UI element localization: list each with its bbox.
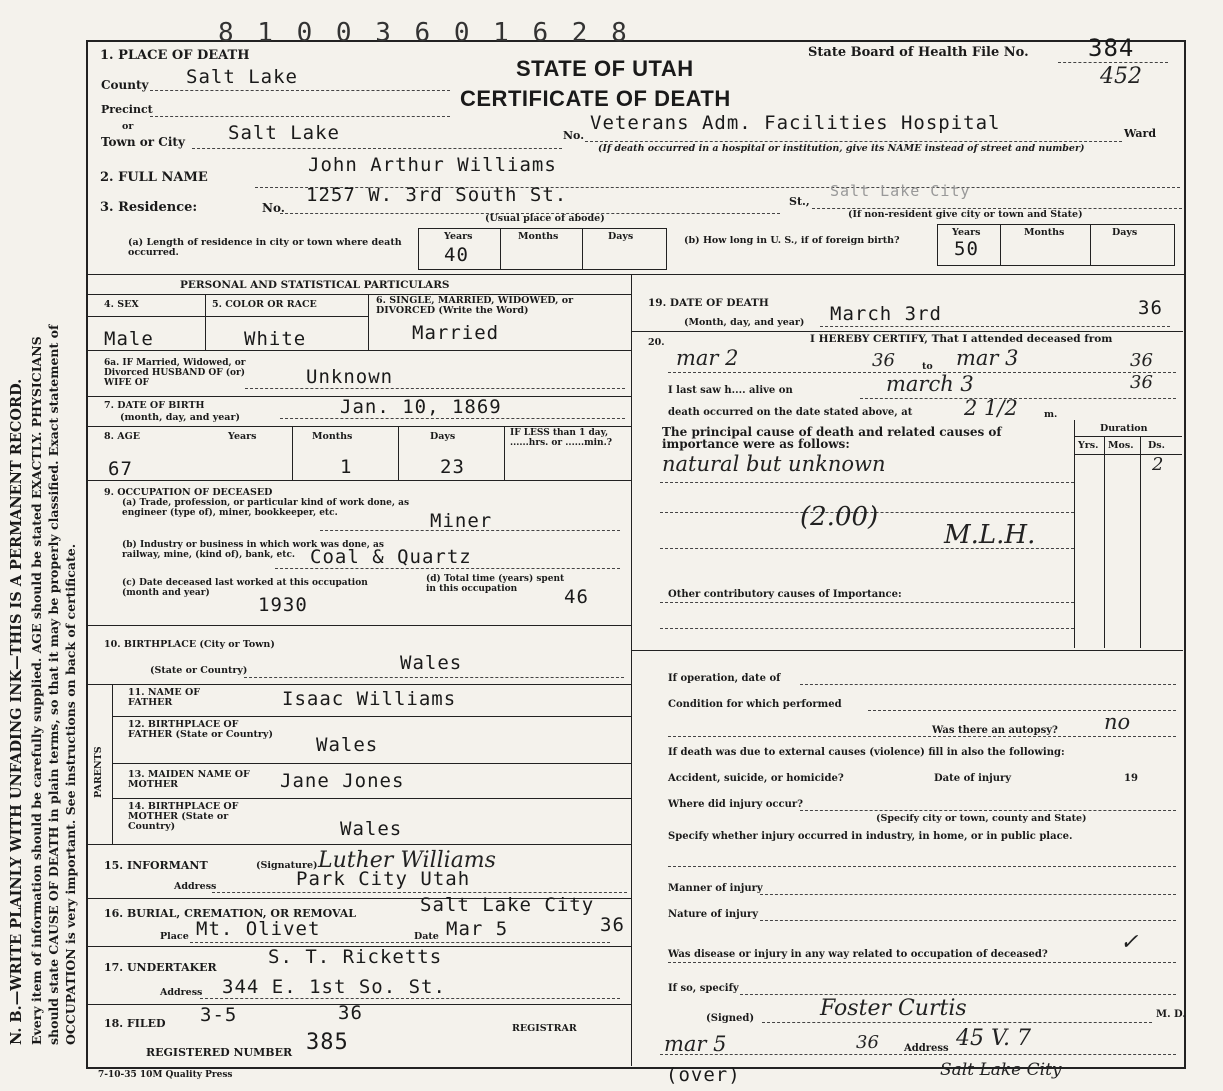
color-value: White — [244, 328, 307, 350]
dob-sub-label: (month, day, and year) — [120, 412, 240, 423]
occupation-label: 9. OCCUPATION OF DECEASED — [104, 487, 273, 498]
autopsy-value: no — [1104, 710, 1131, 734]
attended-from-year: 36 — [872, 350, 895, 371]
father-label: 11. NAME OF FATHER — [128, 687, 200, 708]
fee-note: (2.00) — [800, 502, 879, 532]
state-title: STATE OF UTAH — [516, 56, 694, 81]
physician-address-label: Address — [904, 1043, 949, 1054]
duration-yrs: Yrs. — [1078, 440, 1099, 451]
age-years-label: Years — [228, 431, 257, 442]
signed-year: 36 — [856, 1032, 879, 1053]
usual-abode-note: (Usual place of abode) — [485, 213, 605, 224]
file-label: State Board of Health File No. — [808, 45, 1029, 60]
injury-year-label: 19 — [1124, 773, 1138, 784]
specify-city-note: (Specify city or town, county and State) — [876, 813, 1087, 824]
institution-note: (If death occurred in a hospital or institution, give its NAME instead of street and number) — [598, 143, 1085, 154]
us-length-label: (b) How long in U. S., if of foreign birth? — [684, 235, 900, 246]
m-label: m. — [1044, 409, 1058, 420]
precinct-label: Precinct — [101, 103, 153, 116]
print-info: 7-10-35 10M Quality Press — [98, 1070, 233, 1080]
days-label-b: Days — [1112, 227, 1138, 238]
duration-ds: Ds. — [1148, 440, 1165, 451]
over-label: (over) — [666, 1064, 741, 1086]
attended-to-year: 36 — [1130, 350, 1153, 371]
full-name-value: John Arthur Williams — [308, 154, 557, 176]
registered-number-label: REGISTERED NUMBER — [146, 1046, 293, 1059]
sex-value: Male — [104, 328, 154, 350]
margin-note-3: should state CAUSE OF DEATH in plain terms, so that it may be properly classified. Exact statement of — [46, 324, 61, 1045]
file-number-handwritten: 452 — [1100, 64, 1142, 89]
age-years-value: 67 — [108, 458, 133, 480]
spouse-label: 6a. IF Married, Widowed, or Divorced HUSBAND OF (or) WIFE OF — [104, 358, 246, 388]
date-of-death-value: March 3rd — [830, 303, 942, 325]
full-name-label: 2. FULL NAME — [100, 170, 208, 185]
informant-address: Park City Utah — [296, 868, 471, 890]
margin-note-2: Every item of information should be carefully supplied. AGE should be stated EXACTLY. PHYSICIANS — [29, 336, 44, 1045]
contributory-label: Other contributory causes of Importance: — [668, 589, 902, 600]
institution-value: Veterans Adm. Facilities Hospital — [590, 112, 1001, 134]
dob-label: 7. DATE OF BIRTH — [104, 400, 205, 411]
certify-number: 20. — [648, 337, 665, 348]
us-years-value: 50 — [954, 238, 979, 260]
mother-birthplace-value: Wales — [340, 818, 403, 840]
date-of-death-label: 19. DATE OF DEATH — [648, 297, 769, 309]
nature-label: Nature of injury — [668, 909, 759, 920]
duration-mos: Mos. — [1108, 440, 1134, 451]
burial-place-label: Place — [160, 931, 189, 942]
filed-value: 3-5 — [200, 1004, 238, 1026]
mother-value: Jane Jones — [280, 770, 405, 792]
informant-signature: Luther Williams — [318, 848, 496, 873]
age-days-value: 23 — [440, 456, 465, 478]
town-label: Town or City — [101, 135, 185, 149]
operation-label: If operation, date of — [668, 673, 781, 684]
registered-number-value: 385 — [306, 1030, 349, 1055]
informant-label: 15. INFORMANT — [104, 859, 208, 872]
burial-year: 36 — [600, 914, 625, 936]
informant-address-label: Address — [174, 881, 217, 892]
filed-label: 18. FILED — [104, 1017, 166, 1030]
undertaker-address-label: Address — [160, 987, 203, 998]
father-value: Isaac Williams — [282, 688, 457, 710]
residence-city: Salt Lake City — [830, 182, 971, 200]
undertaker-value: S. T. Ricketts — [268, 946, 443, 968]
condition-label: Condition for which performed — [668, 699, 842, 710]
occupation-d-label: (d) Total time (years) spent in this occupation — [426, 574, 565, 594]
file-number: 384 — [1088, 34, 1135, 62]
marital-value: Married — [412, 322, 500, 344]
occupation-c-value: 1930 — [258, 594, 308, 616]
mother-label: 13. MAIDEN NAME OF MOTHER — [128, 769, 250, 790]
date-of-death-sub: (Month, day, and year) — [684, 317, 805, 328]
physician-initials: M.L.H. — [944, 520, 1036, 550]
date-of-death-year: 36 — [1138, 297, 1163, 319]
or-label: or — [122, 121, 134, 132]
ward-label: Ward — [1124, 127, 1157, 140]
signed-label: (Signed) — [706, 1013, 755, 1024]
if-so-label: If so, specify — [668, 983, 739, 994]
age-days-label: Days — [430, 431, 456, 442]
signed-date: mar 5 — [664, 1032, 727, 1056]
town-value: Salt Lake — [228, 122, 340, 144]
dob-value: Jan. 10, 1869 — [340, 396, 502, 418]
cause-duration-days: 2 — [1152, 454, 1164, 475]
residence-label: 3. Residence: — [100, 200, 198, 215]
occupation-c-label: (c) Date deceased last worked at this occupation (month and year) — [122, 578, 368, 598]
burial-place: Mt. Olivet — [196, 918, 321, 940]
county-value: Salt Lake — [186, 66, 298, 88]
occupation-b-label: (b) Industry or business in which work was done, as railway, mine, (kind of), bank, etc. — [122, 540, 384, 560]
years-label-a: Years — [444, 231, 473, 242]
marital-label: 6. SINGLE, MARRIED, WIDOWED, or DIVORCED (Write the Word) — [376, 295, 574, 316]
color-label: 5. COLOR OR RACE — [212, 299, 317, 310]
undertaker-address: 344 E. 1st So. St. — [222, 976, 446, 998]
residence-length-label: (a) Length of residence in city or town where death occurred. — [128, 237, 402, 258]
spouse-value: Unknown — [306, 366, 394, 388]
age-months-label: Months — [312, 431, 353, 442]
autopsy-label: Was there an autopsy? — [932, 725, 1058, 736]
where-injury-label: Where did injury occur? — [668, 799, 804, 810]
age-label: 8. AGE — [104, 431, 140, 442]
number-label: No. — [563, 129, 585, 142]
county-label: County — [101, 78, 149, 92]
attended-from: mar 2 — [676, 346, 739, 370]
margin-note-4: OCCUPATION is very important. See instructions on back of certificate. — [63, 543, 78, 1045]
burial-date-label: Date — [414, 931, 439, 942]
last-saw-year: 36 — [1130, 372, 1153, 393]
place-section-label: 1. PLACE OF DEATH — [100, 48, 250, 63]
occupation-a-label: (a) Trade, profession, or particular kind of work done, as engineer (type of), miner, bookkeeper, etc. — [122, 498, 410, 518]
death-time-label: death occurred on the date stated above, at — [668, 407, 913, 418]
occupation-b-value: Coal & Quartz — [310, 546, 472, 568]
burial-city: Salt Lake City — [420, 894, 595, 916]
less-than-label: IF LESS than 1 day, ......hrs. or ......min.? — [510, 428, 612, 448]
mother-birthplace-label: 14. BIRTHPLACE OF MOTHER (State or Country) — [128, 801, 239, 832]
registrar-label: REGISTRAR — [512, 1023, 577, 1034]
sex-label: 4. SEX — [104, 299, 139, 310]
nonresident-note: (If non-resident give city or town and State) — [848, 209, 1083, 220]
attended-to: mar 3 — [956, 346, 1019, 370]
months-label-a: Months — [518, 231, 559, 242]
last-saw-value: march 3 — [886, 372, 974, 396]
filed-year: 36 — [338, 1002, 363, 1024]
related-label: Was disease or injury in any way related to occupation of deceased? — [668, 949, 1048, 960]
days-label-a: Days — [608, 231, 634, 242]
residence-years-value: 40 — [444, 244, 469, 266]
physician-address: 45 V. 7 — [956, 1026, 1032, 1051]
manner-label: Manner of injury — [668, 883, 763, 894]
duration-label: Duration — [1100, 423, 1148, 434]
death-time-value: 2 1/2 — [964, 396, 1018, 420]
accident-label: Accident, suicide, or homicide? — [668, 773, 844, 784]
md-label: M. D. — [1156, 1009, 1186, 1020]
external-causes-label: If death was due to external causes (violence) fill in also the following: — [668, 747, 1065, 758]
last-saw-label: I last saw h.... alive on — [668, 385, 793, 396]
residence-value: 1257 W. 3rd South St. — [306, 184, 568, 206]
burial-label: 16. BURIAL, CREMATION, OR REMOVAL — [104, 907, 356, 920]
months-label-b: Months — [1024, 227, 1065, 238]
parents-label: PARENTS — [93, 746, 104, 798]
certify-statement: I HEREBY CERTIFY, That I attended deceased from — [810, 333, 1113, 345]
principal-cause-label: The principal cause of death and related causes of importance were as follows: — [662, 425, 1002, 451]
father-birthplace-label: 12. BIRTHPLACE OF FATHER (State or Country) — [128, 719, 273, 740]
physician-signature: Foster Curtis — [820, 996, 967, 1021]
father-birthplace-value: Wales — [316, 734, 379, 756]
residence-st-label: St., — [789, 195, 810, 208]
personal-heading: PERSONAL AND STATISTICAL PARTICULARS — [180, 279, 450, 291]
certificate-title: CERTIFICATE OF DEATH — [460, 86, 731, 111]
related-check: ✓ — [1120, 930, 1139, 955]
birthplace-value: Wales — [400, 652, 463, 674]
injury-date-label: Date of injury — [934, 773, 1012, 784]
undertaker-label: 17. UNDERTAKER — [104, 961, 217, 974]
to-label: to — [922, 361, 933, 372]
signature-label: (Signature) — [256, 860, 318, 871]
birthplace-label: 10. BIRTHPLACE (City or Town) — [104, 639, 275, 650]
residence-no-label: No. — [262, 201, 285, 215]
age-months-value: 1 — [340, 456, 353, 478]
burial-date: Mar 5 — [446, 918, 509, 940]
years-label-b: Years — [952, 227, 981, 238]
serial-number: 8 1 0 0 3 6 0 1 6 2 8 — [218, 18, 631, 48]
physician-city: Salt Lake City — [940, 1060, 1062, 1080]
margin-note-1: N. B.—WRITE PLAINLY WITH UNFADING INK—THIS IS A PERMANENT RECORD. — [8, 378, 25, 1045]
specify-place-label: Specify whether injury occurred in industry, in home, or in public place. — [668, 831, 1073, 842]
occupation-a-value: Miner — [430, 510, 493, 532]
occupation-d-value: 46 — [564, 586, 589, 608]
birthplace-state-label: (State or Country) — [150, 665, 248, 676]
cause-of-death: natural but unknown — [662, 452, 886, 476]
